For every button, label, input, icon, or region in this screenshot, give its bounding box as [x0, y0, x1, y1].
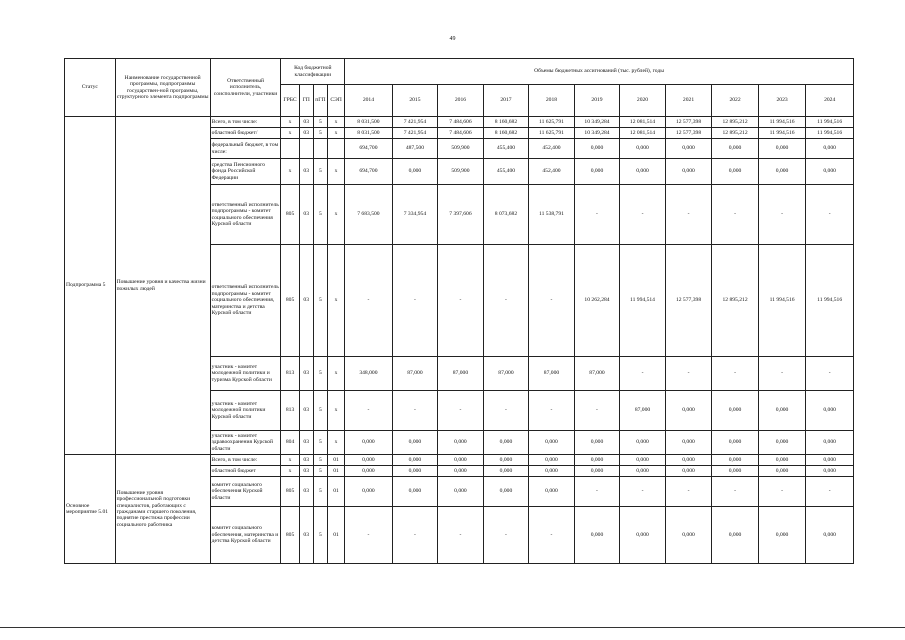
- budget-code-cell: х: [281, 466, 299, 477]
- budget-code-cell: 804: [281, 431, 299, 455]
- value-cell: 0,000: [806, 466, 854, 477]
- value-cell: -: [438, 391, 484, 431]
- value-cell: -: [392, 245, 438, 357]
- budget-code-cell: х: [327, 431, 344, 455]
- value-cell: -: [392, 507, 438, 564]
- value-cell: 7 334,954: [392, 185, 438, 245]
- value-cell: 694,700: [345, 139, 393, 159]
- page-number: 49: [449, 36, 456, 42]
- value-cell: -: [806, 357, 854, 391]
- row-name: Повышение уровня профессиональной подготовки специалистов, работающих с гражданами старшего поколения, поднятие престижа профессии социального работника: [115, 455, 210, 564]
- value-cell: 7 421,954: [392, 128, 438, 139]
- value-cell: 7 683,500: [345, 185, 393, 245]
- budget-code-cell: х: [327, 117, 344, 128]
- value-cell: 0,000: [758, 391, 806, 431]
- value-cell: -: [712, 357, 759, 391]
- budget-code-cell: 03: [299, 477, 313, 507]
- value-cell: 10 349,284: [574, 128, 620, 139]
- value-cell: -: [758, 357, 806, 391]
- budget-code-cell: 03: [299, 245, 313, 357]
- row-responsible: федеральный бюджет, в том числе:: [210, 139, 281, 159]
- value-cell: 0,000: [483, 466, 529, 477]
- value-cell: 7 397,606: [438, 185, 484, 245]
- budget-code-cell: 5: [313, 431, 327, 455]
- value-cell: -: [438, 507, 484, 564]
- value-cell: 11 625,791: [529, 128, 575, 139]
- value-cell: 348,000: [345, 357, 393, 391]
- value-cell: -: [345, 391, 393, 431]
- budget-code-cell: 03: [299, 507, 313, 564]
- value-cell: -: [345, 245, 393, 357]
- budget-code-cell: 03: [299, 159, 313, 185]
- value-cell: 0,000: [438, 431, 484, 455]
- value-cell: 12 577,398: [665, 128, 712, 139]
- value-cell: 0,000: [345, 431, 393, 455]
- value-cell: 0,000: [758, 455, 806, 466]
- budget-code-cell: [281, 139, 299, 159]
- value-cell: -: [483, 507, 529, 564]
- budget-code-cell: 5: [313, 455, 327, 466]
- budget-code-cell: 5: [313, 507, 327, 564]
- budget-code-cell: 03: [299, 466, 313, 477]
- budget-code-cell: х: [327, 357, 344, 391]
- value-cell: 0,000: [758, 507, 806, 564]
- value-cell: -: [392, 391, 438, 431]
- value-cell: 10 349,284: [574, 117, 620, 128]
- value-cell: 7 484,606: [438, 117, 484, 128]
- budget-code-cell: 805: [281, 185, 299, 245]
- value-cell: -: [758, 477, 806, 507]
- value-cell: 11 538,791: [529, 185, 575, 245]
- budget-code-cell: 5: [313, 245, 327, 357]
- value-cell: 0,000: [712, 159, 759, 185]
- value-cell: 8 031,500: [345, 117, 393, 128]
- value-cell: -: [665, 357, 712, 391]
- row-responsible: Всего, в том числе:: [210, 117, 281, 128]
- value-cell: 11 994,516: [806, 128, 854, 139]
- value-cell: -: [620, 477, 666, 507]
- row-responsible: ответственный исполнитель подпрограммы - комитет социального обеспечения, материнства и детства Курской области: [210, 245, 281, 357]
- value-cell: 0,000: [665, 431, 712, 455]
- budget-code-cell: 5: [313, 117, 327, 128]
- value-cell: -: [758, 185, 806, 245]
- value-cell: 0,000: [712, 466, 759, 477]
- budget-code-cell: 813: [281, 357, 299, 391]
- header-year: 2022: [712, 85, 759, 117]
- budget-code-cell: х: [281, 159, 299, 185]
- value-cell: 0,000: [665, 159, 712, 185]
- value-cell: -: [665, 477, 712, 507]
- budget-code-cell: 5: [313, 357, 327, 391]
- value-cell: 11 994,516: [758, 117, 806, 128]
- value-cell: 0,000: [620, 431, 666, 455]
- header-year: 2017: [483, 85, 529, 117]
- row-responsible: областной бюджет/: [210, 128, 281, 139]
- value-cell: 487,500: [392, 139, 438, 159]
- value-cell: 0,000: [758, 159, 806, 185]
- value-cell: 0,000: [665, 466, 712, 477]
- value-cell: 0,000: [665, 507, 712, 564]
- budget-code-cell: 5: [313, 477, 327, 507]
- row-responsible: участник - комитет здравоохранения Курской области: [210, 431, 281, 455]
- header-budget-code: Код бюджетной классификации: [281, 59, 345, 85]
- value-cell: 7 421,954: [392, 117, 438, 128]
- value-cell: 0,000: [620, 159, 666, 185]
- value-cell: 87,000: [574, 357, 620, 391]
- header-year: 2016: [438, 85, 484, 117]
- budget-code-cell: 5: [313, 466, 327, 477]
- value-cell: 0,000: [620, 466, 666, 477]
- value-cell: 12 081,514: [620, 117, 666, 128]
- budget-code-cell: х: [327, 128, 344, 139]
- row-responsible: средства Пенсионного фонда Российской Федерации: [210, 159, 281, 185]
- value-cell: -: [529, 391, 575, 431]
- value-cell: -: [620, 357, 666, 391]
- value-cell: 0,000: [806, 159, 854, 185]
- value-cell: 0,000: [574, 455, 620, 466]
- value-cell: 11 994,514: [620, 245, 666, 357]
- budget-code-cell: 01: [327, 507, 344, 564]
- budget-code-cell: [313, 139, 327, 159]
- page-bottom-rule: [0, 627, 905, 628]
- value-cell: 8 160,682: [483, 128, 529, 139]
- value-cell: 455,400: [483, 159, 529, 185]
- value-cell: 0,000: [806, 507, 854, 564]
- budget-code-cell: 03: [299, 391, 313, 431]
- value-cell: 0,000: [620, 507, 666, 564]
- value-cell: 0,000: [712, 455, 759, 466]
- table-header: [65, 59, 854, 117]
- value-cell: 455,400: [483, 139, 529, 159]
- header-responsible: Ответственный исполнитель, соисполнители, участники: [210, 59, 281, 117]
- value-cell: -: [438, 245, 484, 357]
- header-code: ГРБС: [281, 85, 299, 117]
- value-cell: 0,000: [483, 455, 529, 466]
- row-responsible: комитет социального обеспечения, материнства и детства Курской области: [210, 507, 281, 564]
- value-cell: 0,000: [392, 431, 438, 455]
- header-volumes: Объемы бюджетных ассигнований (тыс. рублей), годы: [345, 59, 854, 85]
- value-cell: 12 081,514: [620, 128, 666, 139]
- value-cell: 87,000: [392, 357, 438, 391]
- value-cell: 452,400: [529, 139, 575, 159]
- value-cell: 0,000: [574, 466, 620, 477]
- row-responsible: Всего, в том числе:: [210, 455, 281, 466]
- value-cell: 7 484,606: [438, 128, 484, 139]
- budget-code-cell: 805: [281, 507, 299, 564]
- value-cell: 0,000: [529, 431, 575, 455]
- value-cell: 0,000: [529, 455, 575, 466]
- table-row: [65, 117, 854, 128]
- value-cell: 8 073,682: [483, 185, 529, 245]
- value-cell: 0,000: [392, 477, 438, 507]
- budget-code-cell: 01: [327, 455, 344, 466]
- value-cell: 0,000: [806, 391, 854, 431]
- budget-code-cell: 805: [281, 245, 299, 357]
- value-cell: 0,000: [758, 466, 806, 477]
- value-cell: 0,000: [758, 431, 806, 455]
- table-row: [65, 455, 854, 466]
- header-year: 2019: [574, 85, 620, 117]
- value-cell: 0,000: [712, 391, 759, 431]
- value-cell: 12 895,212: [712, 117, 759, 128]
- value-cell: -: [806, 477, 854, 507]
- value-cell: 0,000: [665, 391, 712, 431]
- value-cell: 0,000: [574, 159, 620, 185]
- value-cell: 0,000: [529, 477, 575, 507]
- budget-code-cell: х: [281, 128, 299, 139]
- value-cell: 87,000: [529, 357, 575, 391]
- budget-code-cell: х: [327, 245, 344, 357]
- value-cell: 0,000: [529, 466, 575, 477]
- value-cell: 11 994,516: [806, 117, 854, 128]
- budget-code-cell: х: [281, 455, 299, 466]
- value-cell: -: [574, 185, 620, 245]
- value-cell: -: [529, 245, 575, 357]
- value-cell: 0,000: [574, 507, 620, 564]
- value-cell: 0,000: [758, 139, 806, 159]
- value-cell: 0,000: [712, 507, 759, 564]
- value-cell: 0,000: [806, 431, 854, 455]
- row-responsible: участник - комитет молодежной политики Курской области: [210, 391, 281, 431]
- budget-code-cell: 03: [299, 455, 313, 466]
- budget-code-cell: [299, 139, 313, 159]
- value-cell: 8 031,500: [345, 128, 393, 139]
- row-responsible: ответственный исполнитель подпрограммы - комитет социального обеспечения Курской области: [210, 185, 281, 245]
- value-cell: -: [529, 507, 575, 564]
- value-cell: -: [712, 477, 759, 507]
- budget-code-cell: 03: [299, 117, 313, 128]
- budget-code-cell: 5: [313, 159, 327, 185]
- budget-code-cell: [327, 139, 344, 159]
- value-cell: 12 895,212: [712, 245, 759, 357]
- budget-code-cell: 01: [327, 466, 344, 477]
- row-responsible: комитет социального обеспечения Курской области: [210, 477, 281, 507]
- header-code: СЭП: [327, 85, 344, 117]
- value-cell: 0,000: [392, 466, 438, 477]
- value-cell: 0,000: [483, 477, 529, 507]
- budget-code-cell: 03: [299, 128, 313, 139]
- budget-code-cell: 01: [327, 477, 344, 507]
- value-cell: 0,000: [806, 139, 854, 159]
- budget-code-cell: х: [327, 185, 344, 245]
- budget-table: [64, 58, 854, 564]
- header-year: 2024: [806, 85, 854, 117]
- value-cell: 11 994,516: [758, 128, 806, 139]
- row-status: Основное мероприятие 5.01: [65, 455, 116, 564]
- value-cell: 8 160,682: [483, 117, 529, 128]
- header-year: 2020: [620, 85, 666, 117]
- row-responsible: участник - комитет молодежной политики и туризма Курской области: [210, 357, 281, 391]
- value-cell: 87,000: [483, 357, 529, 391]
- header-code: ГП: [299, 85, 313, 117]
- header-year: 2014: [345, 85, 393, 117]
- row-name: Повышение уровня и качества жизни пожилых людей: [115, 117, 210, 455]
- value-cell: 0,000: [438, 477, 484, 507]
- value-cell: 11 625,791: [529, 117, 575, 128]
- value-cell: 0,000: [665, 139, 712, 159]
- value-cell: -: [574, 477, 620, 507]
- header-name: Наименование государственной программы, подпрограммы государствен-ной программы, структурного элемента подпрограммы: [115, 59, 210, 117]
- value-cell: -: [483, 245, 529, 357]
- value-cell: 0,000: [438, 466, 484, 477]
- value-cell: 509,900: [438, 139, 484, 159]
- value-cell: 452,400: [529, 159, 575, 185]
- budget-code-cell: 03: [299, 185, 313, 245]
- value-cell: 0,000: [665, 455, 712, 466]
- value-cell: 11 994,516: [758, 245, 806, 357]
- value-cell: 0,000: [483, 431, 529, 455]
- value-cell: 0,000: [806, 455, 854, 466]
- value-cell: 12 895,212: [712, 128, 759, 139]
- value-cell: 0,000: [620, 455, 666, 466]
- budget-code-cell: 03: [299, 431, 313, 455]
- budget-code-cell: 5: [313, 128, 327, 139]
- value-cell: 0,000: [345, 477, 393, 507]
- value-cell: 0,000: [392, 159, 438, 185]
- value-cell: 0,000: [712, 431, 759, 455]
- value-cell: 0,000: [392, 455, 438, 466]
- value-cell: -: [665, 185, 712, 245]
- value-cell: 0,000: [345, 466, 393, 477]
- table-body: [65, 117, 854, 564]
- budget-code-cell: 5: [313, 391, 327, 431]
- budget-code-cell: х: [327, 391, 344, 431]
- value-cell: -: [345, 507, 393, 564]
- value-cell: 11 994,516: [806, 245, 854, 357]
- value-cell: 0,000: [620, 139, 666, 159]
- value-cell: -: [574, 391, 620, 431]
- value-cell: -: [806, 185, 854, 245]
- value-cell: 509,900: [438, 159, 484, 185]
- value-cell: 0,000: [574, 139, 620, 159]
- value-cell: 694,700: [345, 159, 393, 185]
- value-cell: 0,000: [345, 455, 393, 466]
- value-cell: 12 577,398: [665, 117, 712, 128]
- value-cell: -: [712, 185, 759, 245]
- value-cell: 0,000: [712, 139, 759, 159]
- value-cell: 87,000: [438, 357, 484, 391]
- value-cell: 10 262,284: [574, 245, 620, 357]
- header-code: пГП: [313, 85, 327, 117]
- budget-code-cell: 805: [281, 477, 299, 507]
- row-responsible: областной бюджет: [210, 466, 281, 477]
- row-status: Подпрограмма 5: [65, 117, 116, 455]
- budget-code-cell: 813: [281, 391, 299, 431]
- value-cell: 12 577,398: [665, 245, 712, 357]
- header-year: 2018: [529, 85, 575, 117]
- value-cell: 87,000: [620, 391, 666, 431]
- value-cell: 0,000: [438, 455, 484, 466]
- budget-code-cell: 5: [313, 185, 327, 245]
- budget-code-cell: 03: [299, 357, 313, 391]
- budget-code-cell: х: [281, 117, 299, 128]
- header-year: 2021: [665, 85, 712, 117]
- budget-code-cell: х: [327, 159, 344, 185]
- header-status: Статус: [65, 59, 116, 117]
- value-cell: 0,000: [574, 431, 620, 455]
- value-cell: -: [483, 391, 529, 431]
- value-cell: -: [620, 185, 666, 245]
- header-year: 2015: [392, 85, 438, 117]
- header-year: 2023: [758, 85, 806, 117]
